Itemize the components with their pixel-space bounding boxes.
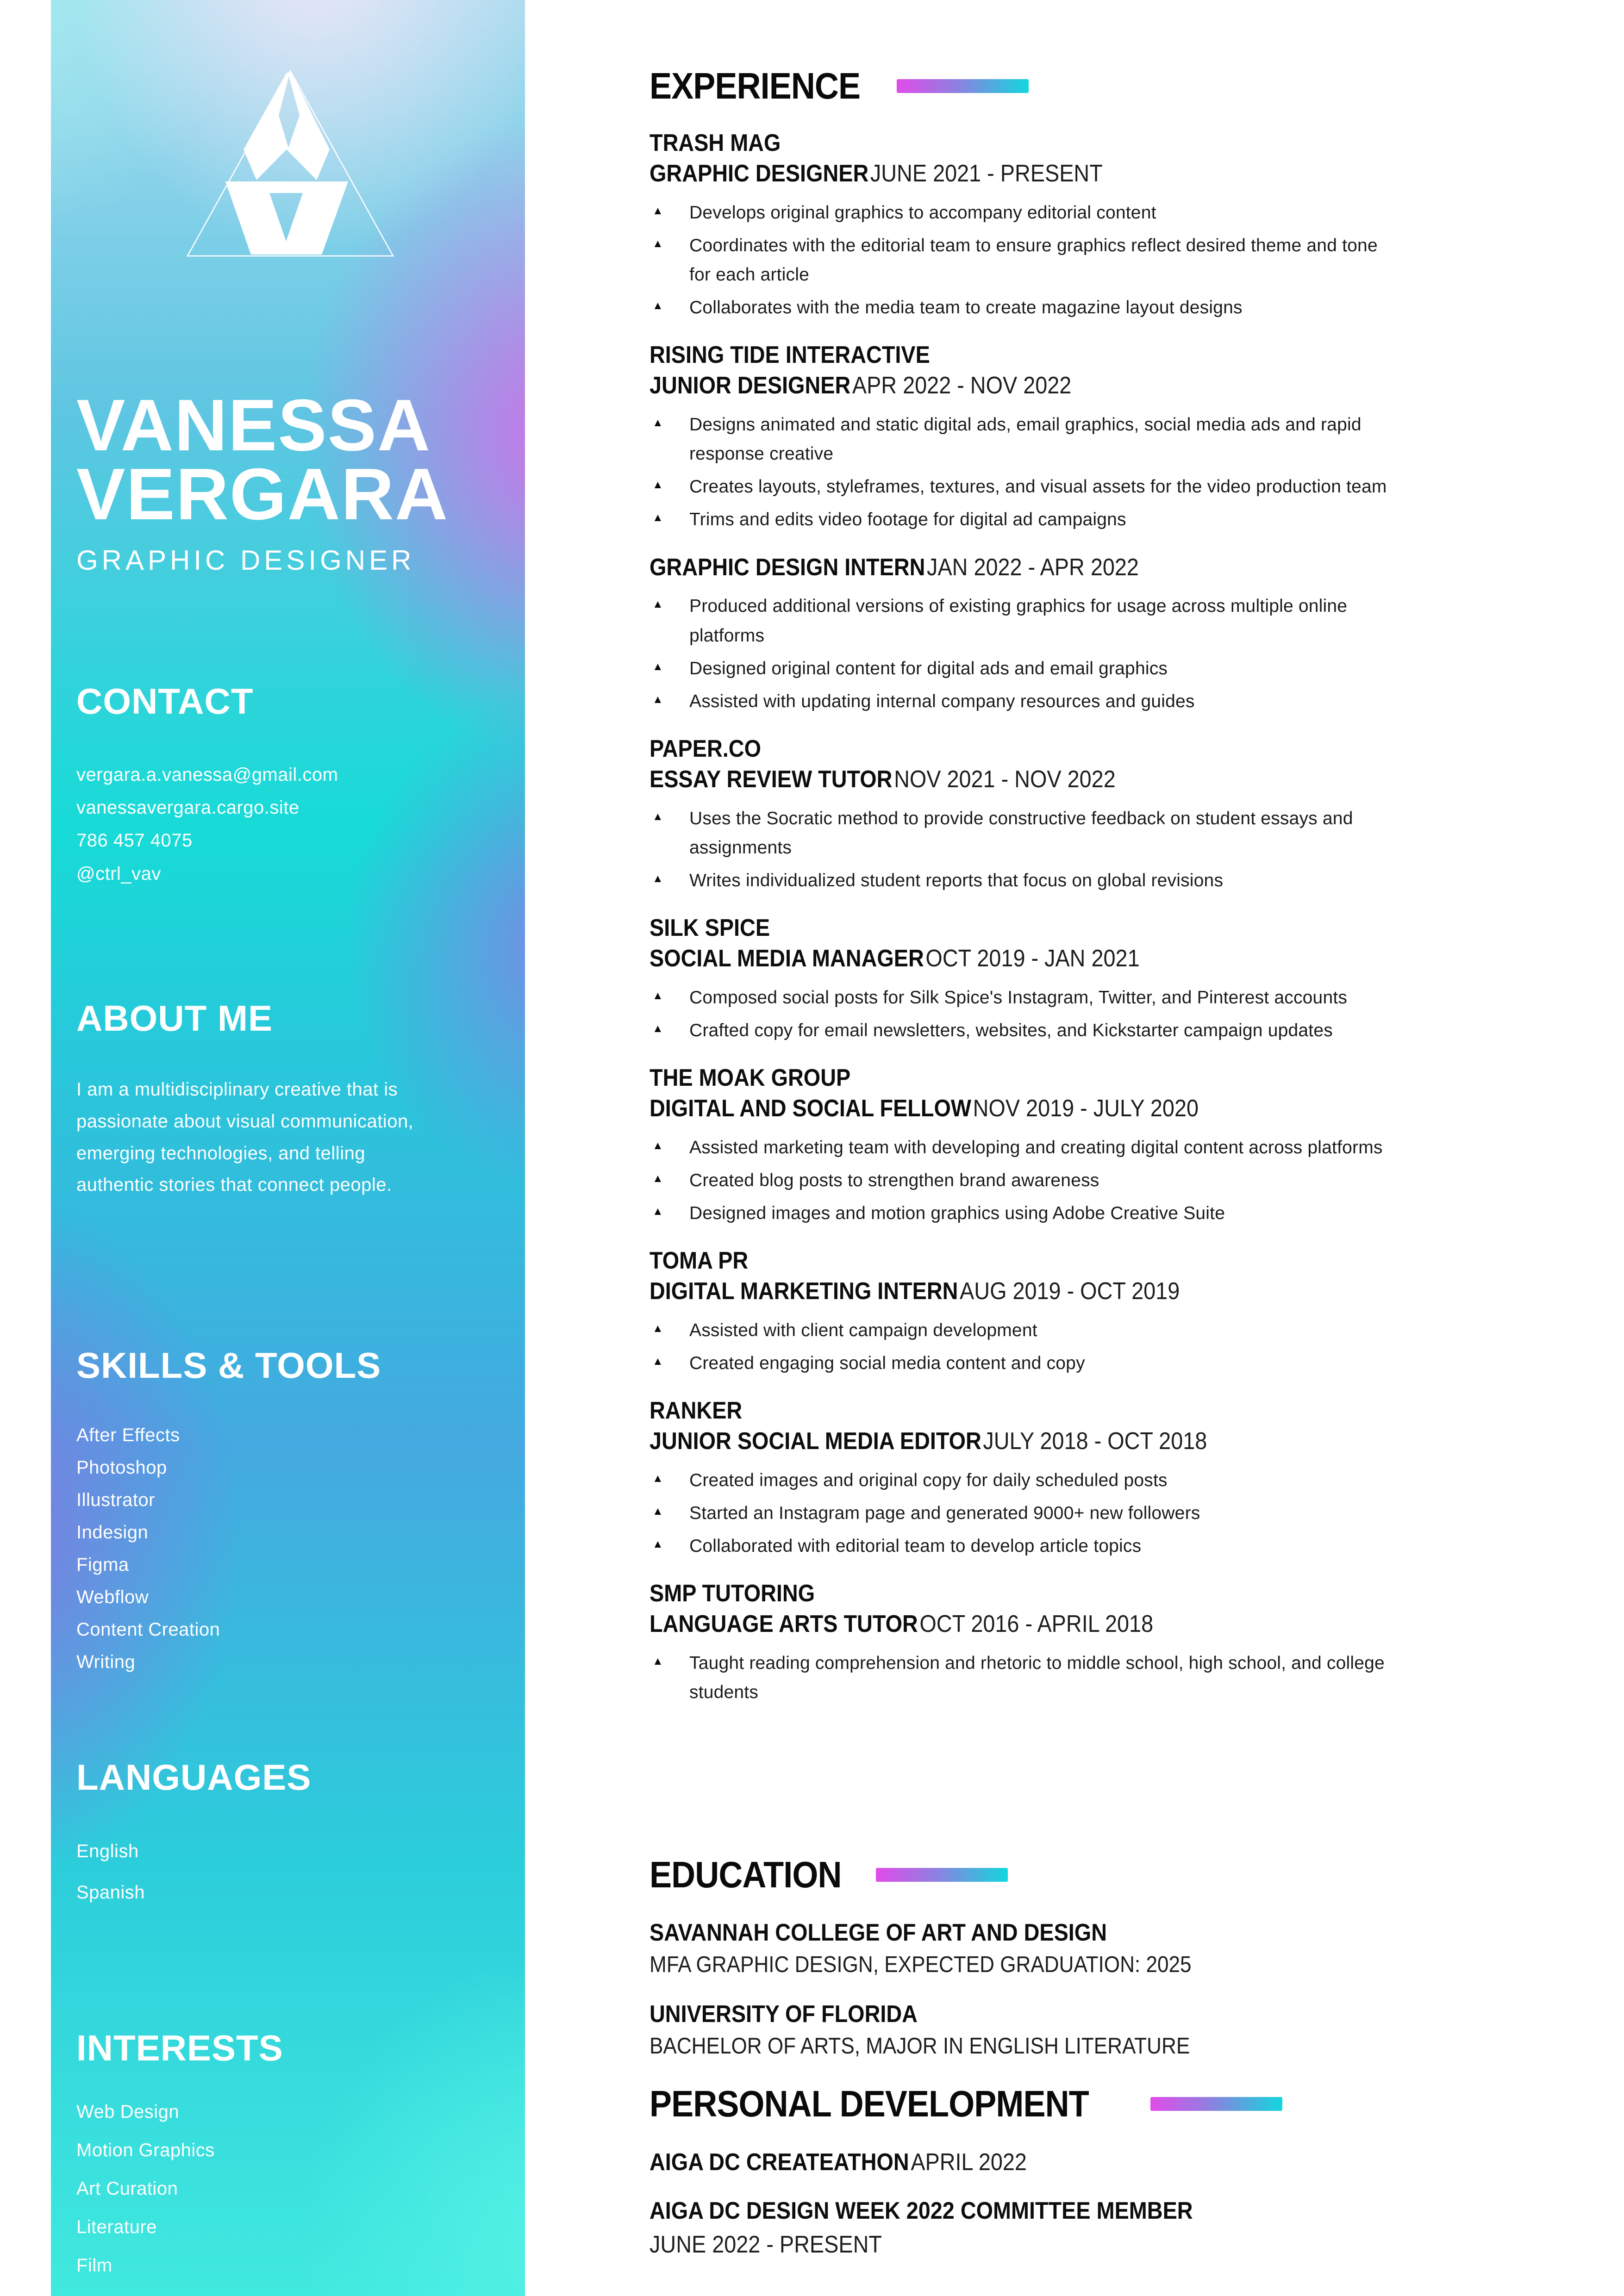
bullet-text: Assisted with updating internal company resources and guides xyxy=(689,691,1195,711)
languages-list xyxy=(76,1836,493,1907)
job-dates: APR 2022 - NOV 2022 xyxy=(852,372,1072,399)
bullet-text: Creates layouts, styleframes, textures, and visual assets for the video production team xyxy=(689,477,1387,497)
experience-header xyxy=(650,65,1615,107)
job-role: SOCIAL MEDIA MANAGER xyxy=(650,945,924,972)
job-entry xyxy=(650,915,1615,1045)
school-entry xyxy=(650,2000,1615,2061)
job-dates: AUG 2019 - OCT 2019 xyxy=(960,1278,1180,1305)
bullet-item xyxy=(650,983,1615,1012)
personal-development-title: PERSONAL DEVELOPMENT xyxy=(650,2083,1089,2124)
triangle-bullet-icon: ▲ xyxy=(652,204,663,217)
school-detail: MFA GRAPHIC DESIGN, EXPECTED GRADUATION: 2025 xyxy=(650,1952,1192,1978)
skill-item: Webflow xyxy=(76,1587,149,1607)
bullet-text: Designs animated and static digital ads, email graphics, social media ads and rapid response creative xyxy=(689,414,1362,464)
triangle-bullet-icon: ▲ xyxy=(652,1139,663,1152)
bullet-item xyxy=(650,1016,1615,1045)
job-bullets xyxy=(650,410,1615,535)
contact-social[interactable] xyxy=(76,858,493,890)
job-dates: NOV 2019 - JULY 2020 xyxy=(973,1095,1199,1122)
languages-section xyxy=(76,1756,493,1919)
phone-link[interactable]: 786 457 4075 xyxy=(76,830,193,851)
bullet-item xyxy=(650,505,1615,534)
bullet-text: Created blog posts to strengthen brand awareness xyxy=(689,1170,1099,1190)
bullet-text: Coordinates with the editorial team to ensure graphics reflect desired theme and tone for each article xyxy=(689,235,1378,285)
triangle-bullet-icon: ▲ xyxy=(652,989,663,1002)
skill-item: Illustrator xyxy=(76,1490,155,1510)
job-role: JUNIOR DESIGNER xyxy=(650,372,851,399)
job-bullets xyxy=(650,198,1615,323)
bullet-text: Started an Instagram page and generated 9000+ new followers xyxy=(689,1503,1200,1523)
experience-section xyxy=(650,65,1615,1726)
job-entry xyxy=(650,1580,1615,1707)
school-name: UNIVERSITY OF FLORIDA xyxy=(650,2000,918,2028)
job-entry xyxy=(650,735,1615,895)
pd-entry xyxy=(650,2196,1615,2260)
triangle-bullet-icon: ▲ xyxy=(652,237,663,250)
job-entry xyxy=(650,342,1615,534)
bullet-text: Collaborates with the media team to create magazine layout designs xyxy=(689,298,1243,318)
triangle-bullet-icon: ▲ xyxy=(652,1655,663,1668)
about-text: I am a multidisciplinary creative that is passionate about visual communication, emerging technologies, and telling authentic stories that connect people. xyxy=(76,1079,414,1195)
sidebar xyxy=(51,0,525,2296)
skills-list xyxy=(76,1419,493,1678)
interest-item: Film xyxy=(76,2255,112,2276)
bullet-item xyxy=(650,804,1615,862)
bullet-text: Assisted with client campaign development xyxy=(689,1320,1037,1340)
triangle-bullet-icon: ▲ xyxy=(652,810,663,823)
gradient-bar-icon xyxy=(876,1868,1008,1882)
company-name: RANKER xyxy=(650,1397,743,1425)
interests-section xyxy=(76,2027,493,2289)
bullet-item xyxy=(650,591,1615,650)
job-dates: OCT 2019 - JAN 2021 xyxy=(925,945,1140,972)
triangle-bullet-icon: ▲ xyxy=(652,598,663,611)
job-bullets xyxy=(650,591,1615,716)
name-line-1: VANESSA xyxy=(76,385,431,466)
skill-item: Indesign xyxy=(76,1522,149,1543)
triangle-bullet-icon: ▲ xyxy=(652,1172,663,1185)
job-bullets xyxy=(650,804,1615,896)
triangle-bullet-icon: ▲ xyxy=(652,660,663,673)
gradient-bar-icon xyxy=(897,79,1029,93)
bullet-text: Uses the Socratic method to provide constructive feedback on student essays and assignments xyxy=(689,808,1353,858)
gradient-bar-icon xyxy=(1150,2097,1282,2111)
bullet-item xyxy=(650,198,1615,227)
pd-dates: JUNE 2022 - PRESENT xyxy=(650,2231,882,2258)
bullet-text: Composed social posts for Silk Spice's Instagram, Twitter, and Pinterest accounts xyxy=(689,987,1348,1008)
job-dates: JULY 2018 - OCT 2018 xyxy=(983,1427,1207,1455)
school-entry xyxy=(650,1918,1615,1979)
pd-name: AIGA DC CREATEATHON xyxy=(650,2149,909,2176)
triangle-bullet-icon: ▲ xyxy=(652,479,663,492)
skill-item: Figma xyxy=(76,1555,129,1575)
triangle-bullet-icon: ▲ xyxy=(652,1322,663,1335)
bullet-item xyxy=(650,1499,1615,1528)
triangle-bullet-icon: ▲ xyxy=(652,1205,663,1218)
contact-section xyxy=(76,680,493,890)
bullet-item xyxy=(650,472,1615,501)
bullet-text: Writes individualized student reports that focus on global revisions xyxy=(689,870,1224,890)
bullet-text: Produced additional versions of existing graphics for usage across multiple online platforms xyxy=(689,596,1348,646)
bullet-item xyxy=(650,231,1615,289)
about-section xyxy=(76,997,493,1220)
company-name: PAPER.CO xyxy=(650,735,761,763)
job-dates: OCT 2016 - APRIL 2018 xyxy=(919,1611,1154,1638)
job-entry xyxy=(650,1064,1615,1228)
triangle-bullet-icon: ▲ xyxy=(652,1355,663,1368)
bullet-item xyxy=(650,654,1615,683)
bullet-item xyxy=(650,410,1615,468)
job-bullets xyxy=(650,1649,1615,1707)
about-heading: ABOUT ME xyxy=(76,998,273,1039)
skill-item: Content Creation xyxy=(76,1619,220,1640)
interest-item: Motion Graphics xyxy=(76,2140,215,2160)
skill-item: After Effects xyxy=(76,1425,180,1445)
pd-name: AIGA DC DESIGN WEEK 2022 COMMITTEE MEMBER xyxy=(650,2197,1193,2224)
bullet-item xyxy=(650,1466,1615,1495)
triangle-bullet-icon: ▲ xyxy=(652,1472,663,1485)
job-role: GRAPHIC DESIGN INTERN xyxy=(650,554,925,581)
company-name: TRASH MAG xyxy=(650,130,781,156)
bullet-item xyxy=(650,866,1615,895)
contact-heading: CONTACT xyxy=(76,681,254,722)
contact-website[interactable] xyxy=(76,791,493,824)
education-header xyxy=(650,1854,1615,1896)
bullet-text: Assisted marketing team with developing and creating digital content across platforms xyxy=(689,1137,1383,1157)
skills-heading: SKILLS & TOOLS xyxy=(76,1345,381,1386)
skills-section xyxy=(76,1344,493,1678)
job-dates: JUNE 2021 - PRESENT xyxy=(870,160,1103,187)
job-entry xyxy=(650,1397,1615,1561)
job-bullets xyxy=(650,1133,1615,1228)
experience-title: EXPERIENCE xyxy=(650,65,861,106)
job-entry xyxy=(650,554,1615,716)
bullet-text: Created images and original copy for daily scheduled posts xyxy=(689,1470,1168,1490)
bullet-text: Crafted copy for email newsletters, websites, and Kickstarter campaign updates xyxy=(689,1020,1333,1040)
bullet-item xyxy=(650,1199,1615,1228)
logo-vv-triangle-icon xyxy=(186,69,394,257)
company-name: SILK SPICE xyxy=(650,915,770,942)
bullet-item xyxy=(650,687,1615,716)
job-role: JUNIOR SOCIAL MEDIA EDITOR xyxy=(650,1427,981,1455)
job-entry xyxy=(650,130,1615,322)
pd-dates: APRIL 2022 xyxy=(911,2149,1027,2176)
company-name: SMP TUTORING xyxy=(650,1580,815,1607)
education-title: EDUCATION xyxy=(650,1854,842,1895)
skill-item: Photoshop xyxy=(76,1457,167,1478)
job-role: LANGUAGE ARTS TUTOR xyxy=(650,1611,918,1638)
interests-list xyxy=(76,2097,493,2280)
triangle-bullet-icon: ▲ xyxy=(652,693,663,706)
triangle-bullet-icon: ▲ xyxy=(652,872,663,885)
bullet-item xyxy=(650,1133,1615,1162)
triangle-bullet-icon: ▲ xyxy=(652,1505,663,1518)
job-dates: NOV 2021 - NOV 2022 xyxy=(894,765,1116,793)
interest-item: Web Design xyxy=(76,2102,180,2122)
name-line-2: VERGARA xyxy=(76,453,449,535)
triangle-bullet-icon: ▲ xyxy=(652,416,663,429)
job-role: DIGITAL MARKETING INTERN xyxy=(650,1278,958,1305)
education-section xyxy=(650,1854,1615,2081)
bullet-item xyxy=(650,1649,1615,1707)
job-dates: JAN 2022 - APR 2022 xyxy=(927,554,1139,581)
bullet-item xyxy=(650,293,1615,322)
job-role: DIGITAL AND SOCIAL FELLOW xyxy=(650,1095,972,1122)
interest-item: Art Curation xyxy=(76,2178,178,2199)
bullet-text: Trims and edits video footage for digital ad campaigns xyxy=(689,510,1126,530)
company-name: TOMA PR xyxy=(650,1247,749,1275)
triangle-bullet-icon: ▲ xyxy=(652,1538,663,1551)
school-detail: BACHELOR OF ARTS, MAJOR IN ENGLISH LITERATURE xyxy=(650,2034,1190,2059)
personal-development-header xyxy=(650,2083,1615,2125)
bullet-item xyxy=(650,1531,1615,1561)
contact-email[interactable] xyxy=(76,759,493,791)
interests-heading: INTERESTS xyxy=(76,2028,283,2068)
company-name: THE MOAK GROUP xyxy=(650,1064,851,1092)
bullet-text: Created engaging social media content and copy xyxy=(689,1353,1085,1373)
pd-entry xyxy=(650,2147,1615,2178)
bullet-item xyxy=(650,1316,1615,1345)
contact-list xyxy=(76,759,493,890)
job-bullets xyxy=(650,1316,1615,1378)
name-block xyxy=(76,385,512,576)
email-link[interactable]: vergara.a.vanessa@gmail.com xyxy=(76,765,338,785)
contact-phone[interactable] xyxy=(76,824,493,857)
languages-heading: LANGUAGES xyxy=(76,1757,312,1798)
interest-item: Literature xyxy=(76,2217,157,2237)
language-item: Spanish xyxy=(76,1882,145,1903)
company-name: RISING TIDE INTERACTIVE xyxy=(650,342,930,369)
job-title: GRAPHIC DESIGNER xyxy=(76,545,415,576)
bullet-text: Develops original graphics to accompany editorial content xyxy=(689,202,1156,223)
language-item: English xyxy=(76,1841,139,1861)
bullet-item xyxy=(650,1349,1615,1378)
job-entry xyxy=(650,1247,1615,1378)
triangle-bullet-icon: ▲ xyxy=(652,299,663,312)
bullet-text: Collaborated with editorial team to develop article topics xyxy=(689,1536,1142,1556)
bullet-text: Designed original content for digital ads and email graphics xyxy=(689,658,1168,678)
job-role: GRAPHIC DESIGNER xyxy=(650,160,869,187)
school-name: SAVANNAH COLLEGE OF ART AND DESIGN xyxy=(650,1919,1107,1946)
skill-item: Writing xyxy=(76,1652,136,1672)
triangle-bullet-icon: ▲ xyxy=(652,511,663,524)
job-bullets xyxy=(650,1466,1615,1561)
job-bullets xyxy=(650,983,1615,1045)
bullet-text: Designed images and motion graphics using Adobe Creative Suite xyxy=(689,1203,1225,1224)
triangle-bullet-icon: ▲ xyxy=(652,1022,663,1035)
bullet-text: Taught reading comprehension and rhetoric to middle school, high school, and college students xyxy=(689,1653,1385,1703)
personal-development-section xyxy=(650,2083,1615,2278)
bullet-item xyxy=(650,1166,1615,1195)
job-role: ESSAY REVIEW TUTOR xyxy=(650,765,893,793)
website-link[interactable]: vanessavergara.cargo.site xyxy=(76,797,300,818)
social-handle-link[interactable]: @ctrl_vav xyxy=(76,863,161,884)
